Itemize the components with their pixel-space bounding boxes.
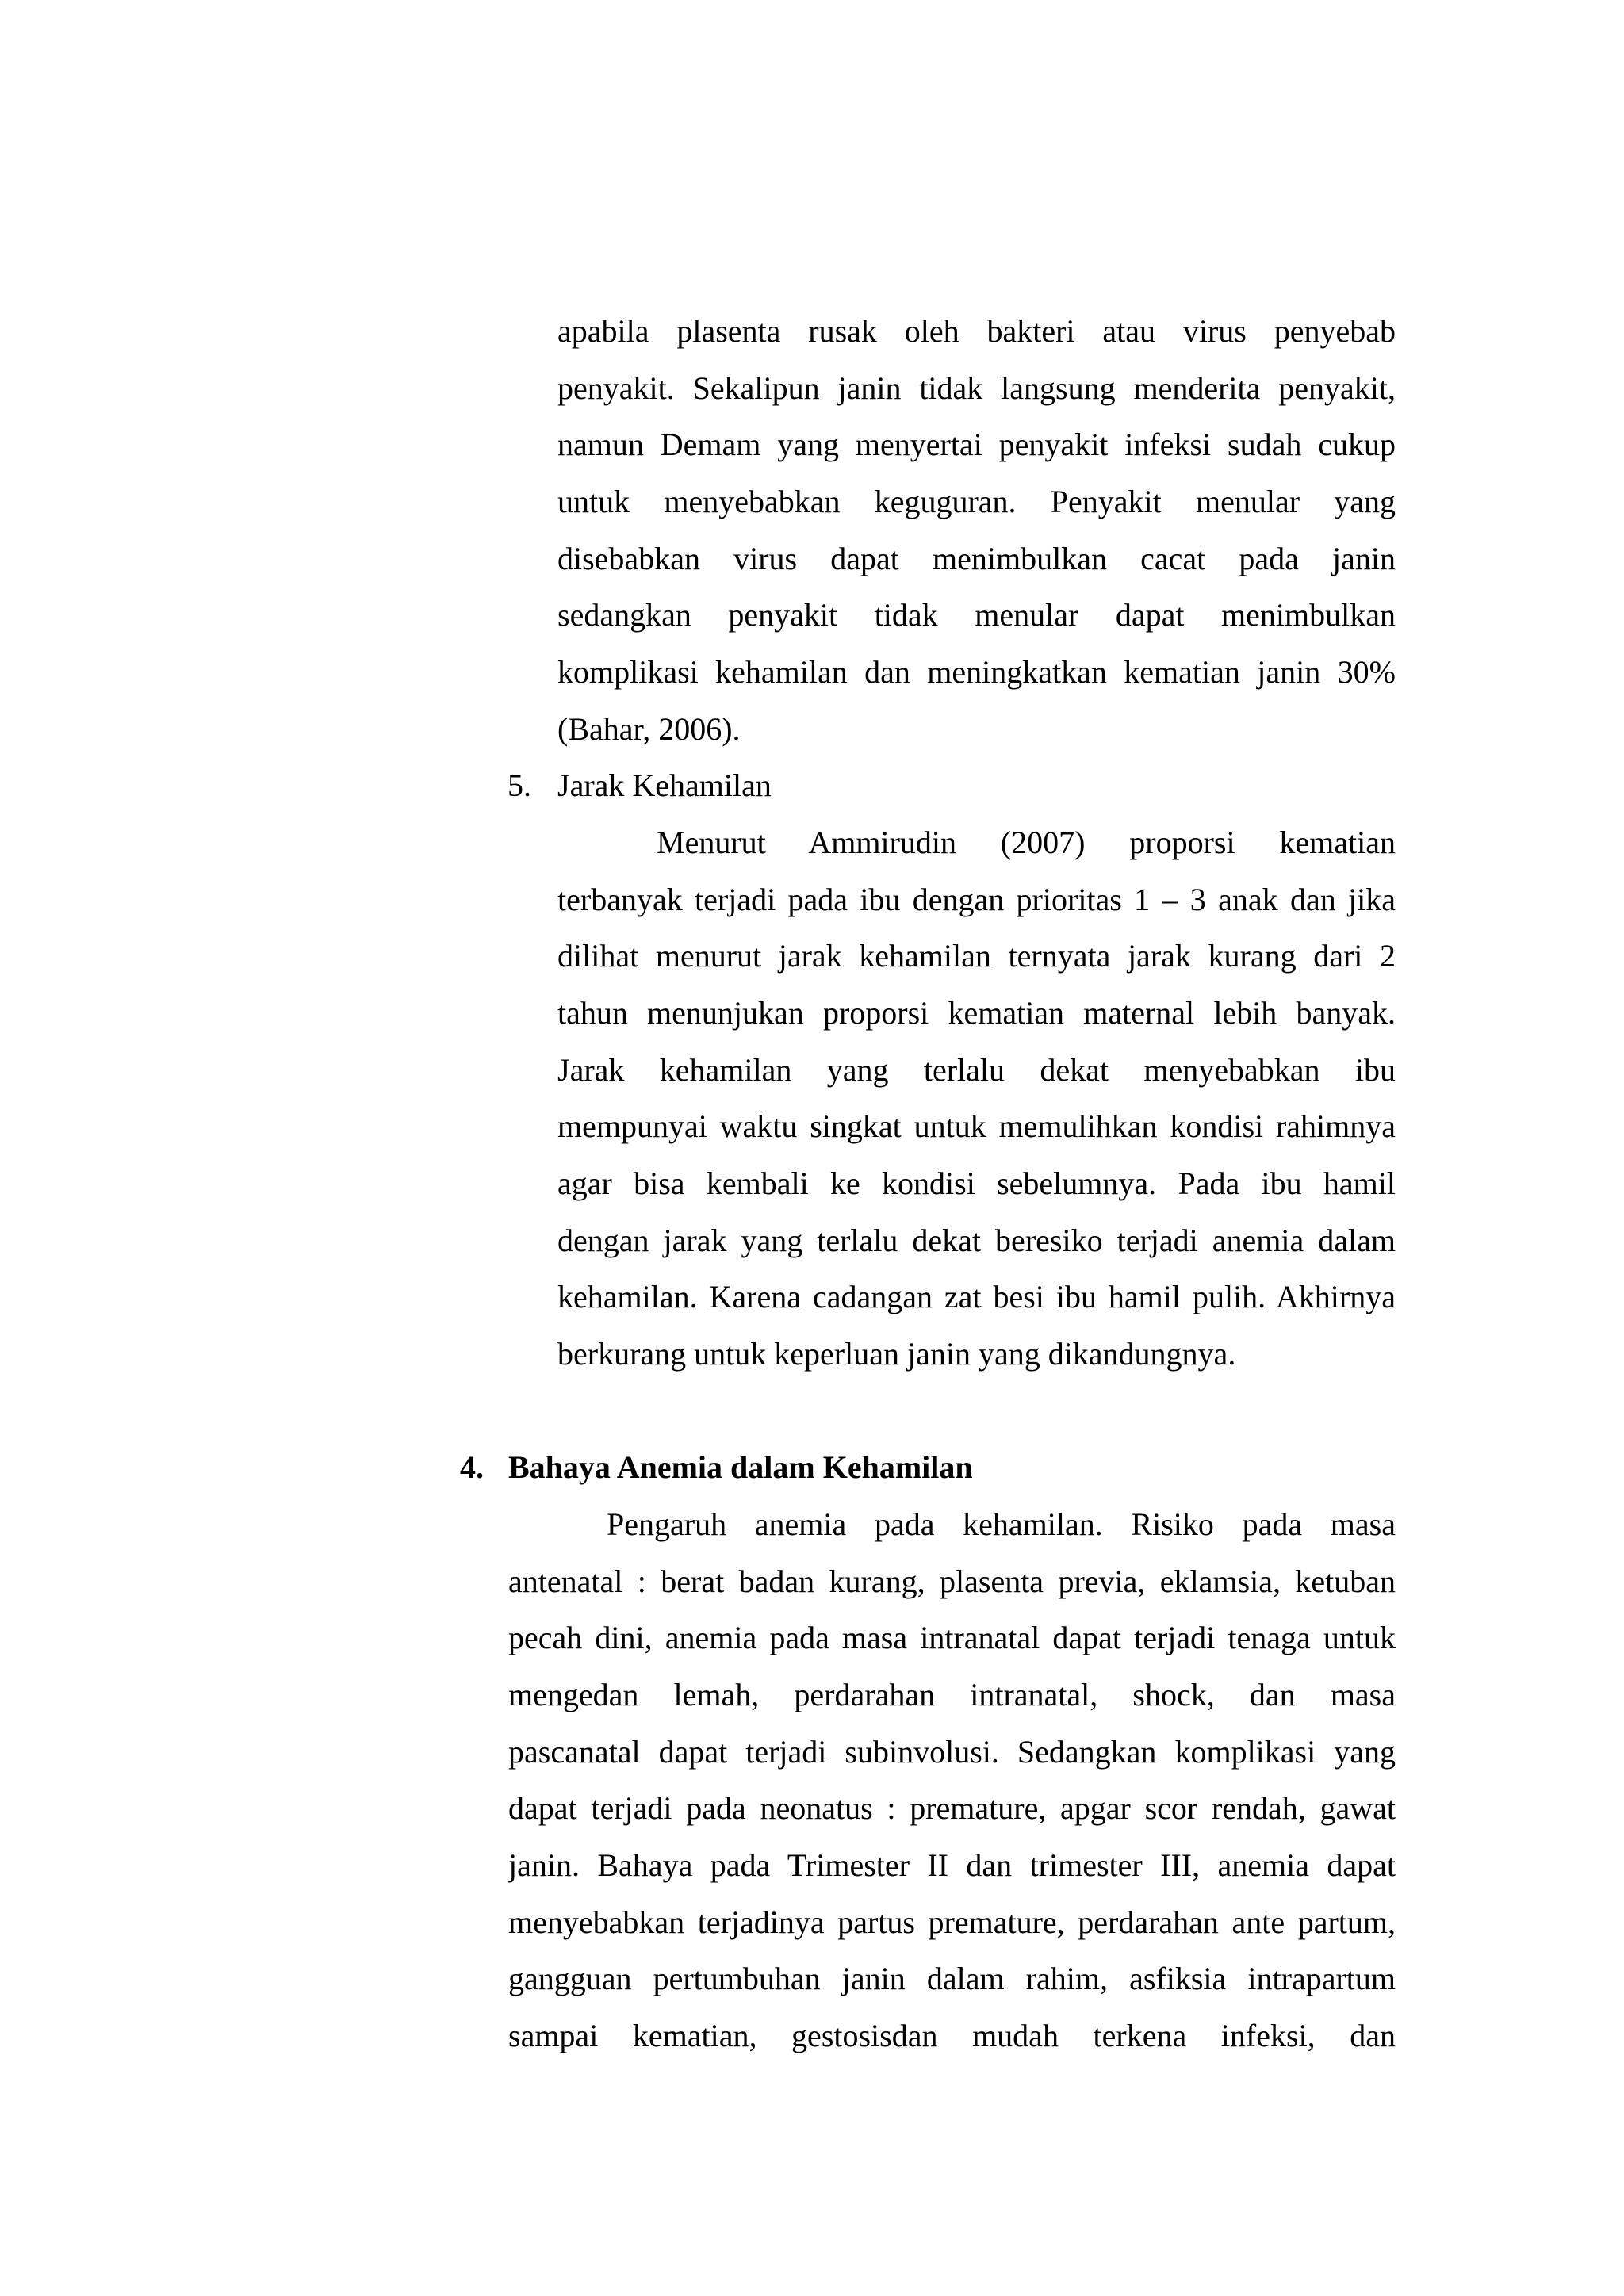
- paragraph-line: dengan jarak yang terlalu dekat beresiko terjadi anemia dalam: [557, 1223, 1396, 1258]
- section-heading: Bahaya Anemia dalam Kehamilan: [508, 1449, 973, 1485]
- paragraph-line: Jarak kehamilan yang terlalu dekat menyebabkan ibu: [557, 1052, 1396, 1088]
- paragraph-line: janin. Bahaya pada Trimester II dan trimester III, anemia dapat: [508, 1847, 1396, 1883]
- paragraph-line: mempunyai waktu singkat untuk memulihkan kondisi rahimnya: [557, 1108, 1396, 1144]
- paragraph-line: namun Demam yang menyertai penyakit infeksi sudah cukup: [557, 427, 1396, 462]
- paragraph-line: sedangkan penyakit tidak menular dapat menimbulkan: [557, 597, 1396, 633]
- paragraph-line: komplikasi kehamilan dan meningkatkan kematian janin 30%: [557, 654, 1396, 690]
- paragraph-line: pecah dini, anemia pada masa intranatal dapat terjadi tenaga untuk: [508, 1620, 1396, 1655]
- paragraph-line: berkurang untuk keperluan janin yang dikandungnya.: [557, 1336, 1236, 1372]
- paragraph-line: untuk menyebabkan keguguran. Penyakit menular yang: [557, 484, 1396, 519]
- paragraph-line: antenatal : berat badan kurang, plasenta previa, eklamsia, ketuban: [508, 1563, 1396, 1599]
- paragraph-line: disebabkan virus dapat menimbulkan cacat pada janin: [557, 541, 1396, 576]
- paragraph-line: dilihat menurut jarak kehamilan ternyata jarak kurang dari 2: [557, 938, 1396, 974]
- paragraph-line: dapat terjadi pada neonatus : premature, apgar scor rendah, gawat: [508, 1790, 1396, 1826]
- paragraph-line: penyakit. Sekalipun janin tidak langsung menderita penyakit,: [557, 370, 1396, 406]
- list-item-number: 5.: [508, 767, 531, 803]
- paragraph-line: (Bahar, 2006).: [557, 711, 741, 747]
- paragraph-line: terbanyak terjadi pada ibu dengan prioritas 1 – 3 anak dan jika: [557, 882, 1396, 917]
- section-number: 4.: [460, 1449, 484, 1485]
- list-item-title: Jarak Kehamilan: [557, 767, 772, 803]
- paragraph-line: Pengaruh anemia pada kehamilan. Risiko pada masa: [607, 1506, 1396, 1542]
- paragraph-line: Menurut Ammirudin (2007) proporsi kematian: [657, 825, 1396, 860]
- paragraph-line: gangguan pertumbuhan janin dalam rahim, asfiksia intrapartum: [508, 1961, 1396, 1996]
- paragraph-line: menyebabkan terjadinya partus premature, perdarahan ante partum,: [508, 1904, 1396, 1940]
- paragraph-line: pascanatal dapat terjadi subinvolusi. Sedangkan komplikasi yang: [508, 1734, 1396, 1770]
- paragraph-line: tahun menunjukan proporsi kematian maternal lebih banyak.: [557, 995, 1396, 1031]
- paragraph-line: agar bisa kembali ke kondisi sebelumnya. Pada ibu hamil: [557, 1165, 1396, 1201]
- paragraph-line: mengedan lemah, perdarahan intranatal, shock, dan masa: [508, 1677, 1396, 1712]
- paragraph-line: kehamilan. Karena cadangan zat besi ibu hamil pulih. Akhirnya: [557, 1279, 1396, 1314]
- paragraph-line: apabila plasenta rusak oleh bakteri atau virus penyebab: [557, 313, 1396, 349]
- paragraph-line: sampai kematian, gestosisdan mudah terkena infeksi, dan: [508, 2018, 1396, 2053]
